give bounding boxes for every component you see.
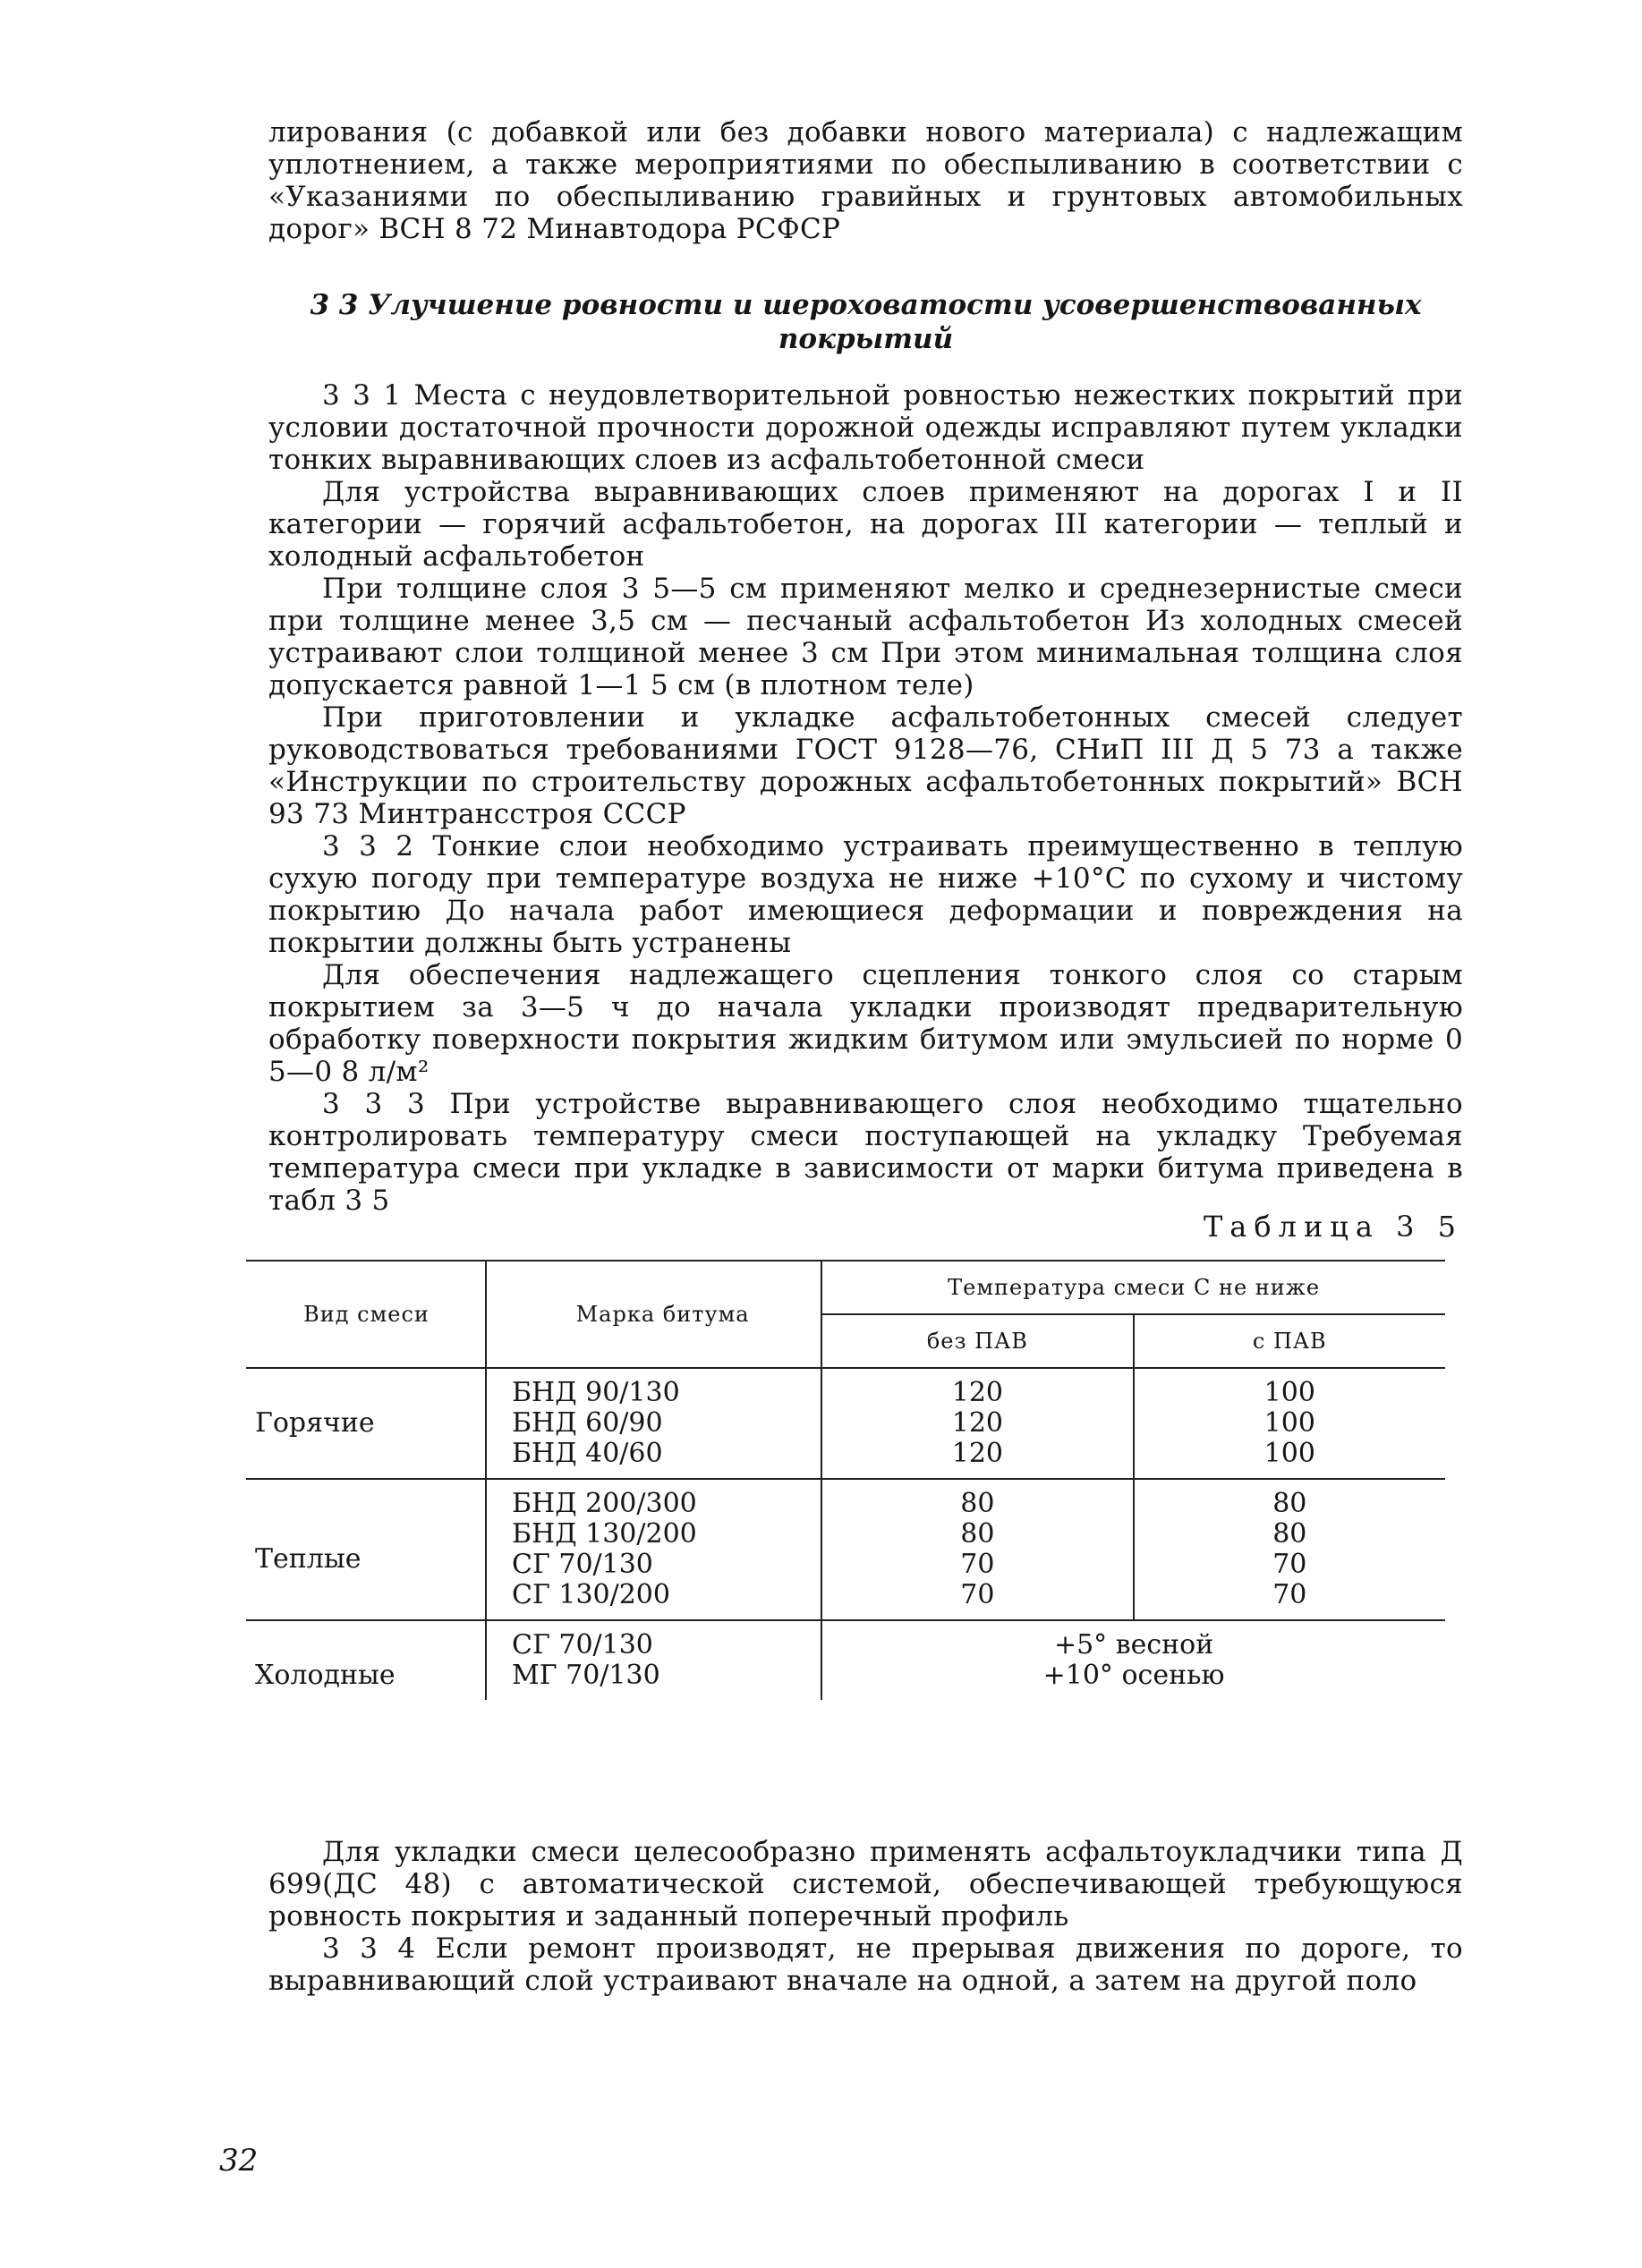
temperature-value: 70 — [1272, 1579, 1307, 1610]
section-heading: 3 3 Улучшение ровности и шероховатости усовершенствованных покрытий — [310, 289, 1422, 355]
header-bitumen-brand: Марка битума — [486, 1261, 821, 1368]
temperature-value: 80 — [960, 1488, 995, 1519]
without-surfactant-cell — [821, 1368, 1133, 1479]
temperature-value: 70 — [960, 1579, 995, 1610]
temperature-note: +5° весной — [1053, 1629, 1214, 1661]
paragraph-3-3-3: 3 3 3 При устройстве выравнивающего слоя необходимо тщательно контролировать температуру смеси поступающей на укладку Требуемая температура смеси при укладке в зависимости от марки битума приведена в табл 3 5 — [268, 1088, 1463, 1217]
paragraph-3-3-4: 3 3 4 Если ремонт производят, не прерывая движения по дороге, то выравнивающий слой устраивают вначале на одной, а затем на другой поло — [268, 1932, 1463, 1997]
page-number: 32 — [219, 2143, 259, 2179]
temperature-value: 70 — [1272, 1549, 1307, 1580]
combined-temperature-cell — [821, 1620, 1445, 1700]
intro-block — [268, 116, 1463, 245]
temperature-value: 120 — [951, 1438, 1004, 1469]
brand-cell — [486, 1620, 821, 1700]
temperature-note: +10° осенью — [1042, 1660, 1225, 1691]
intro-paragraph: лирования (с добавкой или без добавки нового материала) с надлежащим уплотнением, а также мероприятиями по обеспыливанию в соответствии с «Указаниями по обеспыливанию гравийных и грунтовых автомобильных дорог» ВСН 8 72 Минавтодора РСФСР — [268, 116, 1463, 245]
paragraph-3-3-2: 3 3 2 Тонкие слои необходимо устраивать преимущественно в теплую сухую погоду при температуре воздуха не ниже +10°С по сухому и чистому покрытию До начала работ имеющиеся деформации и повреждения на покрытии должны быть устранены — [268, 830, 1463, 959]
body-after-table — [268, 1836, 1463, 1997]
brand-value: СГ 130/200 — [512, 1579, 670, 1610]
mix-type-cell: Горячие — [255, 1407, 375, 1439]
temperature-value: 100 — [1263, 1377, 1315, 1408]
with-surfactant-cell — [1134, 1368, 1445, 1479]
temperature-value: 100 — [1263, 1407, 1315, 1439]
temperature-value: 80 — [960, 1518, 995, 1550]
paragraph-layer-thickness: При толщине слоя 3 5—5 см применяют мелко и среднезернистые смеси при толщине менее 3,5 см — песчаный асфальтобетон Из холодных смесей устраивают слои толщиной менее 3 см При этом минимальная толщина слоя допускается равной 1—1 5 см (в плотном теле) — [268, 573, 1463, 701]
table-caption: Таблица 3 5 — [1203, 1210, 1463, 1244]
temperature-value: 80 — [1272, 1518, 1307, 1550]
header-temperature: Температура смеси С не ниже — [821, 1261, 1445, 1314]
temperature-value: 70 — [960, 1549, 995, 1580]
brand-cell — [486, 1479, 821, 1620]
with-surfactant-cell — [1134, 1479, 1445, 1620]
table-row — [246, 1620, 1445, 1700]
header-with-surfactant: с ПАВ — [1134, 1314, 1445, 1368]
brand-value: СГ 70/130 — [512, 1549, 653, 1580]
temperature-table — [246, 1260, 1445, 1700]
brand-value: БНД 130/200 — [512, 1518, 697, 1550]
paragraph-standards: При приготовлении и укладке асфальтобетонных смесей следует руководствоваться требованиями ГОСТ 9128—76, СНиП III Д 5 73 а также «Инструкции по строительству дорожных асфальтобетонных покрытий» ВСН 93 73 Минтрансстроя СССР — [268, 701, 1463, 830]
paragraph-pavers: Для укладки смеси целесообразно применять асфальтоукладчики типа Д 699(ДС 48) с автоматической системой, обеспечивающей требующуюся ровность покрытия и заданный поперечный профиль — [268, 1836, 1463, 1932]
temperature-value: 120 — [951, 1377, 1004, 1408]
brand-value: БНД 60/90 — [512, 1407, 663, 1439]
temperature-table-wrap — [246, 1260, 1445, 1700]
without-surfactant-cell — [821, 1479, 1133, 1620]
brand-cell — [486, 1368, 821, 1479]
table-row — [246, 1368, 1445, 1479]
paragraph-leveling-layers: Для устройства выравнивающих слоев применяют на дорогах I и II категории — горячий асфальтобетон, на дорогах III категории — теплый и холодный асфальтобетон — [268, 476, 1463, 573]
brand-value: БНД 90/130 — [512, 1377, 680, 1408]
mix-type-cell: Холодные — [255, 1660, 396, 1691]
temperature-value: 80 — [1272, 1488, 1307, 1519]
header-mix-type: Вид смеси — [303, 1302, 430, 1327]
table-row — [246, 1479, 1445, 1620]
paragraph-adhesion: Для обеспечения надлежащего сцепления тонкого слоя со старым покрытием за 3—5 ч до начала укладки производят предварительную обработку поверхности покрытия жидким битумом или эмульсией по норме 0 5—0 8 л/м² — [268, 959, 1463, 1088]
brand-value: СГ 70/130 — [512, 1629, 653, 1661]
temperature-value: 120 — [951, 1407, 1004, 1439]
mix-type-cell: Теплые — [255, 1543, 362, 1575]
brand-value: БНД 40/60 — [512, 1438, 663, 1469]
body-before-table — [268, 379, 1463, 1217]
paragraph-3-3-1: 3 3 1 Места с неудовлетворительной ровностью нежестких покрытий при условии достаточной прочности дорожной одежды исправляют путем укладки тонких выравнивающих слоев из асфальтобетонной смеси — [268, 379, 1463, 476]
temperature-value: 100 — [1263, 1438, 1315, 1469]
brand-value: МГ 70/130 — [512, 1660, 660, 1691]
brand-value: БНД 200/300 — [512, 1488, 697, 1519]
header-without-surfactant: без ПАВ — [821, 1314, 1133, 1368]
